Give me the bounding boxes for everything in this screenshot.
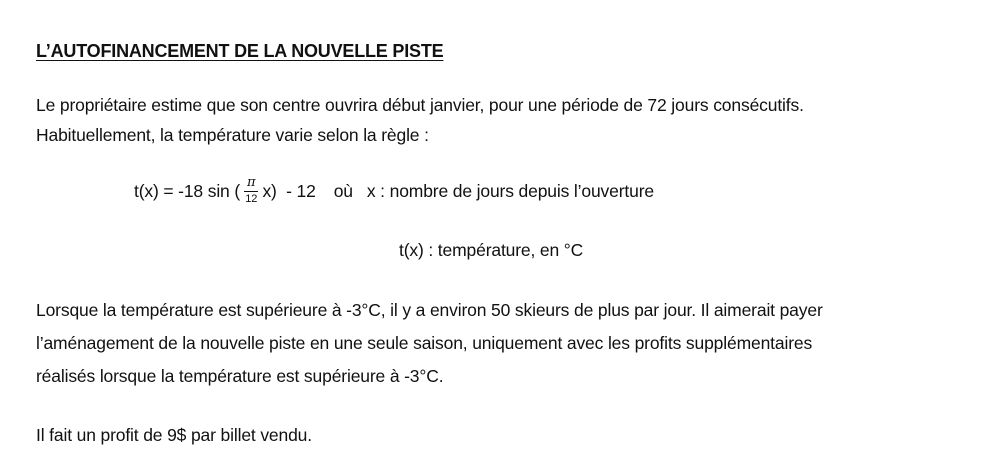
formula-rhs: x) - 12	[262, 180, 316, 201]
formula-x-definition: x : nombre de jours depuis l’ouverture	[366, 180, 654, 201]
formula-lhs: t(x) = -18 sin (	[134, 180, 241, 201]
fraction-denominator: 12	[245, 193, 258, 205]
condition-line-2: l’aménagement de la nouvelle piste en une seule saison, uniquement avec les profits supplémentaires	[36, 333, 813, 353]
fraction-numerator: π	[244, 176, 258, 192]
profit-paragraph: Il fait un profit de 9$ par billet vendu.	[36, 425, 312, 445]
condition-line-1: Lorsque la température est supérieure à -3°C, il y a environ 50 skieurs de plus par jour. Il aimerait payer	[36, 300, 823, 320]
temperature-definition: t(x) : température, en °C	[399, 240, 584, 260]
temperature-formula	[134, 176, 654, 206]
document-title: L’AUTOFINANCEMENT DE LA NOUVELLE PISTE	[36, 41, 444, 61]
intro-line-2: Habituellement, la température varie selon la règle :	[36, 125, 429, 145]
condition-paragraph	[36, 294, 823, 393]
intro-paragraph	[36, 90, 804, 150]
intro-line-1: Le propriétaire estime que son centre ouvrira début janvier, pour une période de 72 jours consécutifs.	[36, 95, 804, 115]
formula-ou: où	[333, 180, 353, 201]
formula-fraction	[244, 176, 258, 206]
condition-line-3: réalisés lorsque la température est supérieure à -3°C.	[36, 366, 444, 386]
